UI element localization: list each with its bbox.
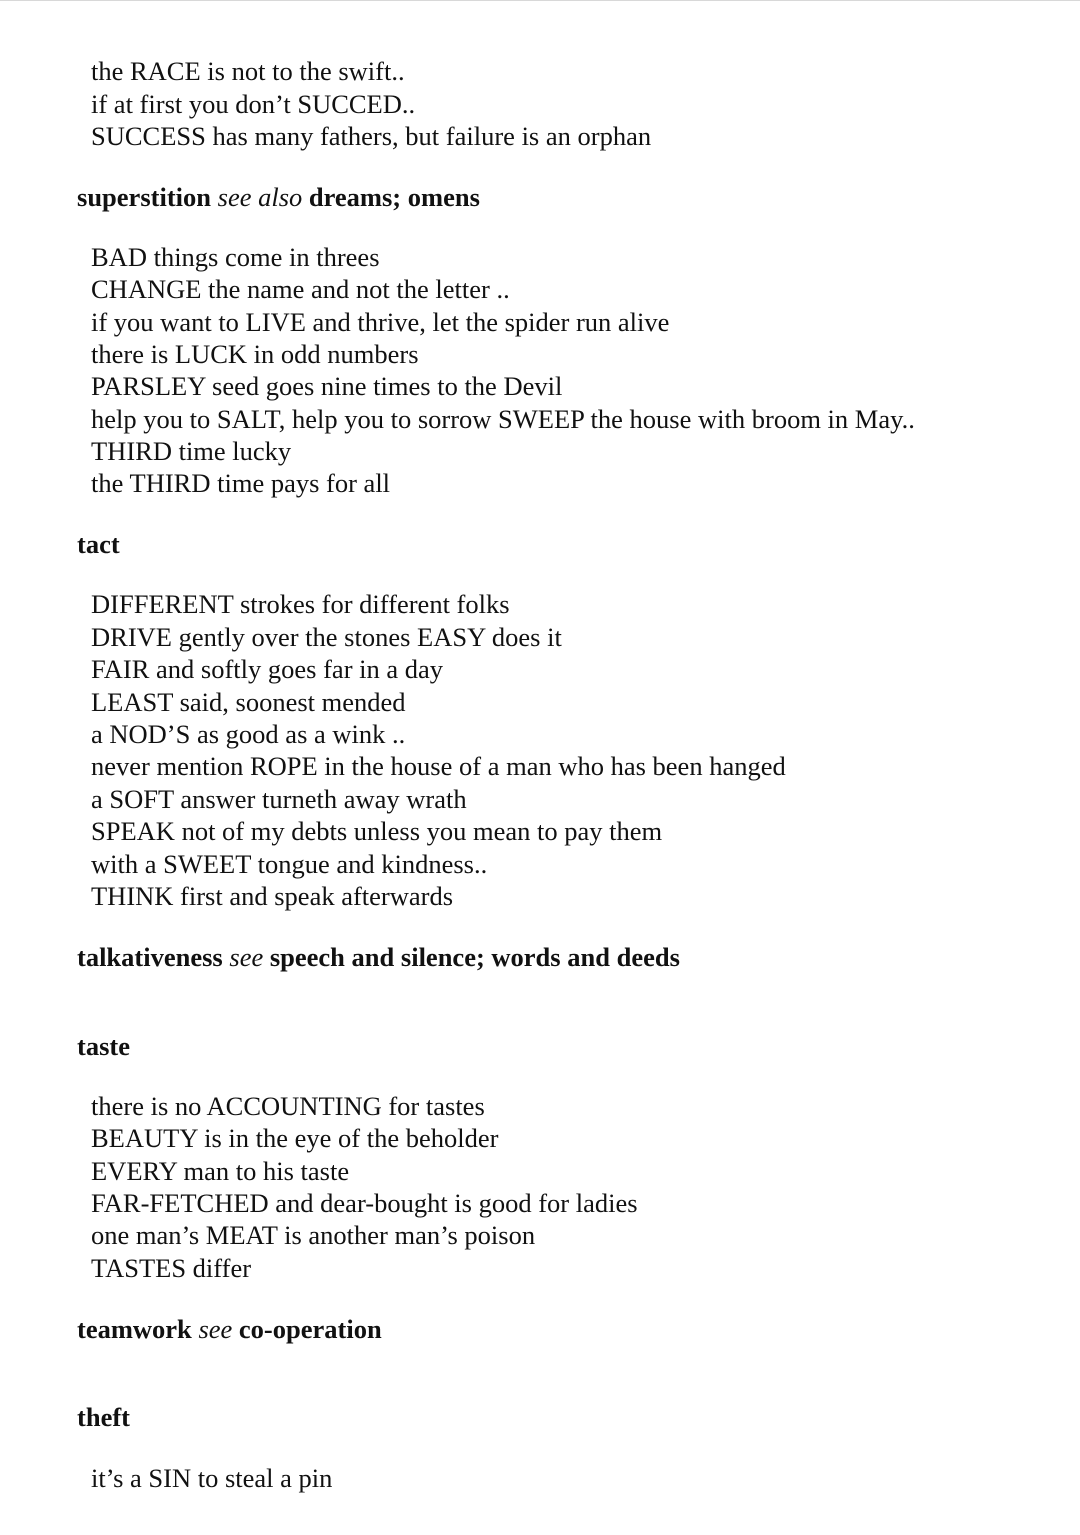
proverb-line: the THIRD time pays for all	[91, 468, 391, 498]
proverb-line: if at first you don’t SUCCED..	[91, 89, 416, 119]
page-top-border	[0, 0, 1080, 1]
proverb-line: SUCCESS has many fathers, but failure is an orphan	[91, 121, 652, 151]
proverb-line: PARSLEY seed goes nine times to the Devil	[91, 371, 563, 401]
proverb-line: TASTES differ	[91, 1253, 252, 1283]
proverb-line: THIRD time lucky	[91, 436, 292, 466]
proverb-line: THINK first and speak afterwards	[91, 881, 454, 911]
entry-heading-talkativeness	[77, 941, 680, 973]
proverb-line: there is LUCK in odd numbers	[91, 339, 419, 369]
entry-term: taste	[77, 1031, 130, 1061]
entry-heading-tact	[77, 528, 120, 560]
entry-heading-taste	[77, 1030, 130, 1062]
proverb-line: SPEAK not of my debts unless you mean to pay them	[91, 816, 663, 846]
proverb-line: it’s a SIN to steal a pin	[91, 1463, 333, 1493]
entry-term: superstition	[77, 182, 211, 212]
cross-reference-label: see	[198, 1314, 233, 1344]
proverb-line: the RACE is not to the swift..	[91, 56, 405, 86]
proverb-line: FAIR and softly goes far in a day	[91, 654, 444, 684]
entry-term: teamwork	[77, 1314, 192, 1344]
proverb-line: with a SWEET tongue and kindness..	[91, 849, 488, 879]
entry-heading-teamwork	[77, 1313, 382, 1345]
proverb-line: CHANGE the name and not the letter ..	[91, 274, 510, 304]
entry-term: tact	[77, 529, 120, 559]
entry-term: theft	[77, 1402, 130, 1432]
proverb-line: EVERY man to his taste	[91, 1156, 350, 1186]
proverb-line: BAD things come in threes	[91, 242, 380, 272]
proverb-line: DIFFERENT strokes for different folks	[91, 589, 510, 619]
cross-reference-targets: speech and silence; words and deeds	[269, 942, 680, 972]
entry-heading-superstition	[77, 181, 480, 213]
proverb-line: help you to SALT, help you to sorrow SWEEP the house with broom in May..	[91, 404, 915, 434]
entry-heading-theft	[77, 1401, 130, 1433]
proverb-line: BEAUTY is in the eye of the beholder	[91, 1123, 499, 1153]
proverb-line: a NOD’S as good as a wink ..	[91, 719, 406, 749]
proverb-line: DRIVE gently over the stones EASY does it	[91, 622, 562, 652]
proverb-line: one man’s MEAT is another man’s poison	[91, 1220, 536, 1250]
proverb-line: there is no ACCOUNTING for tastes	[91, 1091, 485, 1121]
proverb-line: if you want to LIVE and thrive, let the spider run alive	[91, 307, 670, 337]
proverb-line: never mention ROPE in the house of a man who has been hanged	[91, 751, 786, 781]
proverb-line: LEAST said, soonest mended	[91, 687, 406, 717]
cross-reference-targets: co-operation	[238, 1314, 382, 1344]
entry-term: talkativeness	[77, 942, 223, 972]
cross-reference-label: see also	[217, 182, 303, 212]
cross-reference-label: see	[229, 942, 264, 972]
cross-reference-targets: dreams; omens	[308, 182, 480, 212]
proverb-line: a SOFT answer turneth away wrath	[91, 784, 467, 814]
proverb-line: FAR-FETCHED and dear-bought is good for ladies	[91, 1188, 638, 1218]
